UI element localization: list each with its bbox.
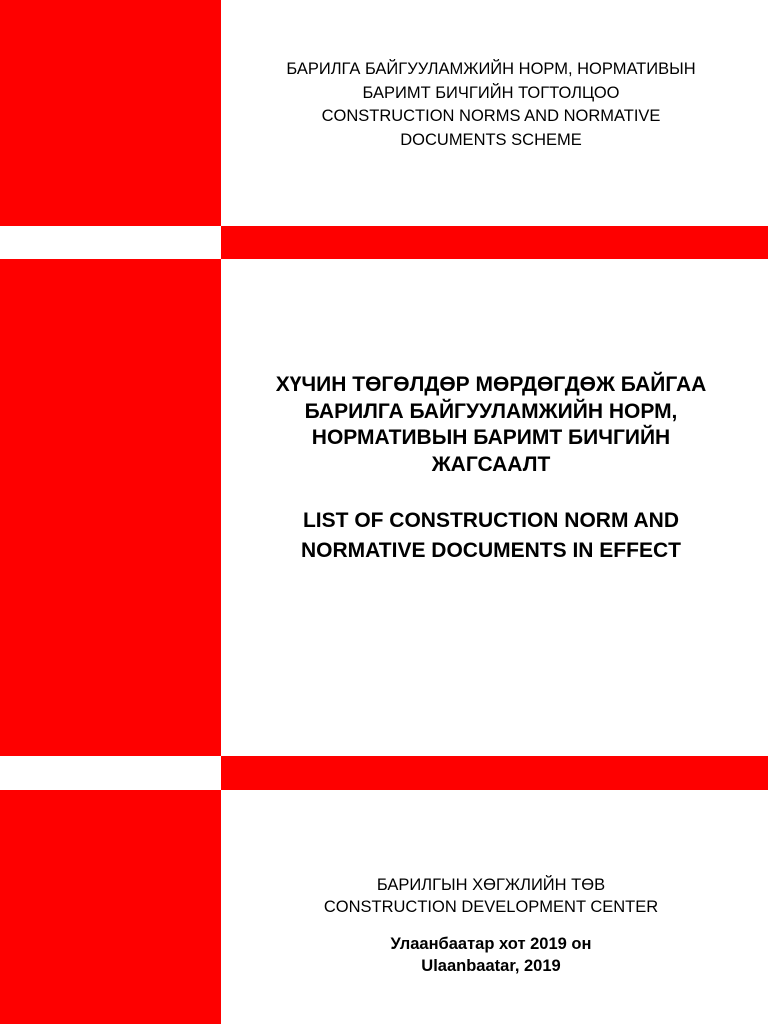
- series-heading: БАРИЛГА БАЙГУУЛАМЖИЙН НОРМ, НОРМАТИВЫН БАРИМТ БИЧГИЙН ТОГТОЛЦОО CONSTRUCTION NORMS AND NORMATIVE DOCUMENTS SCHEME: [286, 60, 696, 149]
- red-block-middle-left: [0, 259, 221, 756]
- red-block-top-left: [0, 0, 221, 226]
- document-title-mongolian: ХҮЧИН ТӨГӨЛДӨР МӨРДӨГДӨЖ БАЙГАА БАРИЛГА БАЙГУУЛАМЖИЙН НОРМ, НОРМАТИВЫН БАРИМТ БИЧГИЙН ЖАГСААЛТ: [275, 373, 707, 476]
- red-stripe-right-2: [221, 756, 768, 790]
- red-block-bottom-left: [0, 790, 221, 1024]
- document-title-english: LIST OF CONSTRUCTION NORM AND NORMATIVE DOCUMENTS IN EFFECT: [301, 509, 681, 562]
- red-stripe-right-1: [221, 226, 768, 259]
- publisher-organization: БАРИЛГЫН ХӨГЖЛИЙН ТӨВ CONSTRUCTION DEVELOPMENT CENTER: [323, 876, 659, 916]
- place-and-year: Улаанбаатар хот 2019 он Ulaanbaatar, 2019: [390, 935, 592, 975]
